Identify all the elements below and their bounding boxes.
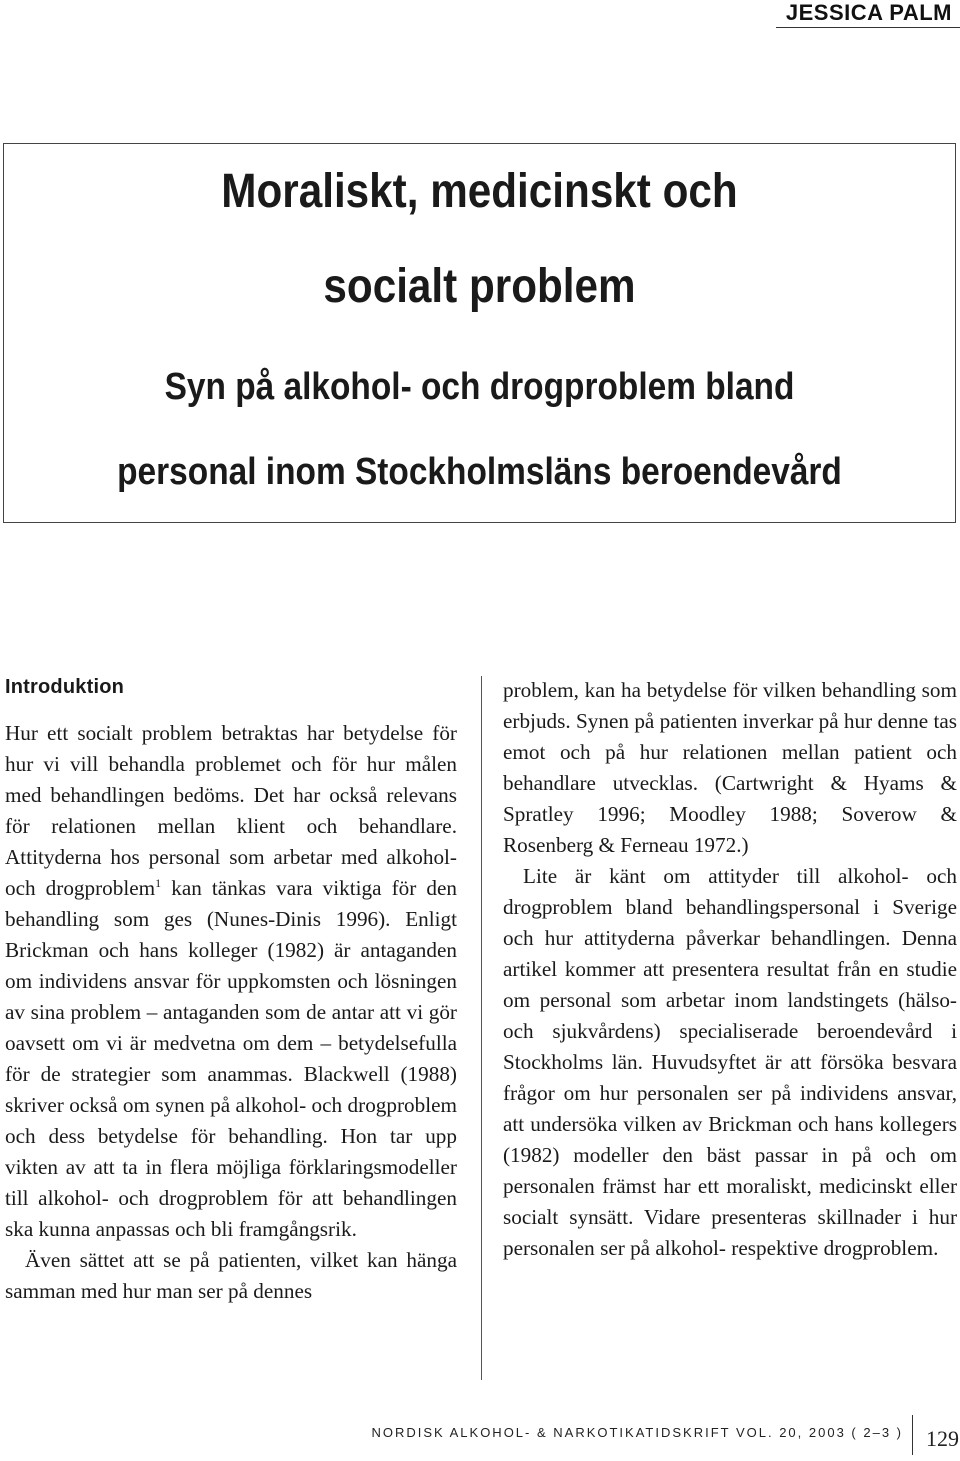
column-divider [481,676,482,1380]
article-title-line-1: Moraliskt, medicinskt och [221,165,738,218]
body-paragraph: problem, kan ha betydelse för vilken behandling som erbjuds. Synen på patienten inverkar på hur denne tas emot och på hur relationen mellan patient och behandlare utvecklas. (Cartwright & Hyams & Spratley 1996; Moodley 1988; Soverow & Rosenberg & Ferneau 1972.) [503,678,957,857]
running-header-author: JESSICA PALM [785,0,952,25]
right-column [503,675,957,1264]
article-title-line-2: socialt problem [323,260,636,313]
journal-name: NORDISK ALKOHOL- & NARKOTIKATIDSKRIFT VOL. 20, 2003 ( 2–3 ) [371,1425,903,1440]
left-column [5,672,457,1307]
title-box [3,143,956,523]
article-subtitle-line-1: Syn på alkohol- och drogproblem bland [164,366,795,408]
body-paragraph: Även sättet att se på patienten, vilket kan hänga samman med hur man ser på dennes [5,1248,457,1303]
body-paragraph [5,718,457,1245]
article-subtitle-line-2: personal inom Stockholmsläns beroendevård [117,451,842,493]
body-paragraph: Lite är känt om attityder till alkohol- och drogproblem bland behandlingspersonal i Sverige och hur attityderna påverkar behandlingen. Denna artikel kommer att presentera resultat från en studie om personal som arbetar inom landstingets (hälso- och sjukvårdens) specialiserade beroendevård i Stockholms län. Huvudsyftet är att försöka besvara frågor om hur personalen ser på individens ansvar, att undersöka vilken av Brickman och hans kollegers (1982) modeller den bäst passar in på och om personalen främst har ett moraliskt, medicinskt eller socialt synsätt. Vidare presenteras skillnader i hur personalen ser på alkohol- respektive drogproblem. [503,864,957,1260]
section-heading-introduktion: Introduktion [5,676,125,698]
page-number: 129 [926,1426,959,1451]
page-footer [0,1405,960,1461]
footer-rule [912,1415,913,1455]
paragraph-text: kan tänkas vara viktiga för den behandling som ges (Nunes-Dinis 1996). Enligt Brickman och hans kolleger (1982) är antaganden om individens ansvar för uppkomsten och lösningen av sina problem – antaganden som de antar att vi gör oavsett om vi är medvetna om dem – betydelsefulla för de strategier som anammas. Blackwell (1988) skriver också om synen på alkohol- och drogproblem och dess betydelse för behandling. Hon tar upp vikten av att ta in flera möjliga förklaringsmodeller till alkohol- och drogproblem för att behandlingen ska kunna anpassas och bli framgångsrik. [5,876,457,1241]
paragraph-text: Hur ett socialt problem betraktas har betydelse för hur vi vill behandla problemet och för hur målen med behandlingen bedöms. Det har också relevans för relationen mellan klient och behandlare. Attityderna hos personal som arbetar med alkohol- och drogproblem [5,721,457,900]
footnote-reference: 1 [155,875,162,890]
header-rule [776,27,960,28]
